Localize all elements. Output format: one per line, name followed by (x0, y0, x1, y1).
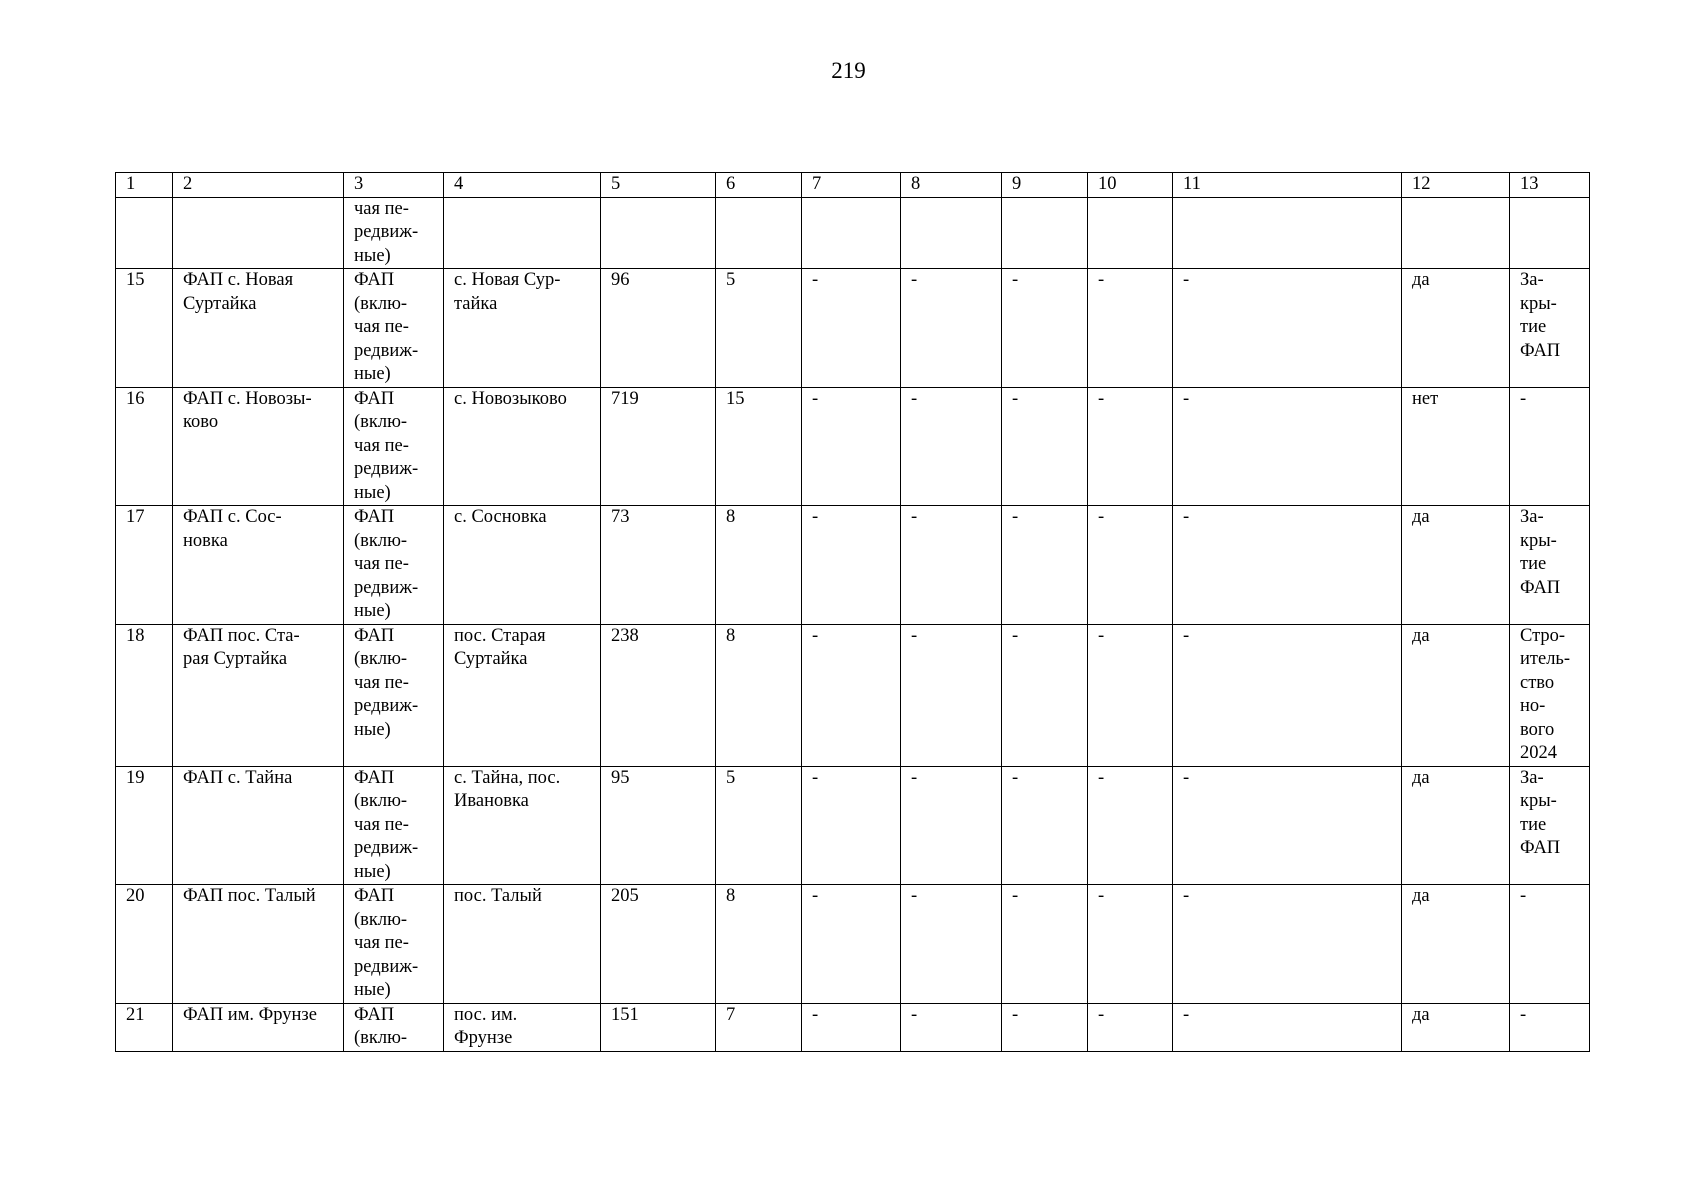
table-row (116, 506, 1590, 625)
table-cell-col-11: - (1173, 269, 1402, 388)
table-cell-col-6: 8 (716, 624, 802, 766)
table-cell-col-3: 3 (344, 173, 444, 198)
table-cell-col-9: - (1002, 387, 1088, 506)
table-cell-col-5: 96 (601, 269, 716, 388)
table-cell-col-2: ФАП им. Фрунзе (173, 1003, 344, 1051)
table-cell-col-9: 9 (1002, 173, 1088, 198)
table-cell-col-12: 12 (1402, 173, 1510, 198)
table-cell-col-1: 19 (116, 766, 173, 885)
table-cell-col-11: - (1173, 766, 1402, 885)
table-row (116, 885, 1590, 1004)
table-cell-col-8: - (901, 269, 1002, 388)
table-cell-col-4 (444, 197, 601, 269)
table-cell-col-11: - (1173, 387, 1402, 506)
table-cell-col-7: - (802, 766, 901, 885)
table-cell-col-3: ФАП (вклю- чая пе- редвиж- ные) (344, 766, 444, 885)
table-cell-col-4: с. Новозыково (444, 387, 601, 506)
table-cell-col-2: ФАП с. Новозы- ково (173, 387, 344, 506)
table-cell-col-1: 21 (116, 1003, 173, 1051)
table-cell-col-5 (601, 197, 716, 269)
table-cell-col-2: ФАП с. Новая Суртайка (173, 269, 344, 388)
table-cell-col-12: да (1402, 885, 1510, 1004)
table-cell-col-11 (1173, 197, 1402, 269)
table-body (116, 173, 1590, 1052)
table-cell-col-11: - (1173, 885, 1402, 1004)
table-cell-col-1: 15 (116, 269, 173, 388)
table-cell-col-10: - (1088, 269, 1173, 388)
table-header-row (116, 173, 1590, 198)
table-cell-col-8: - (901, 506, 1002, 625)
table-cell-col-6: 5 (716, 766, 802, 885)
table-cell-col-5: 151 (601, 1003, 716, 1051)
table-cell-col-9 (1002, 197, 1088, 269)
table-cell-col-10 (1088, 197, 1173, 269)
table-cell-col-10: 10 (1088, 173, 1173, 198)
table-cell-col-13: За- кры- тие ФАП (1510, 269, 1590, 388)
table-cell-col-6: 8 (716, 506, 802, 625)
table-row (116, 624, 1590, 766)
table-cell-col-8: - (901, 885, 1002, 1004)
table-cell-col-10: - (1088, 766, 1173, 885)
table-cell-col-6 (716, 197, 802, 269)
table-cell-col-2: ФАП пос. Талый (173, 885, 344, 1004)
table-cell-col-7: - (802, 624, 901, 766)
table-cell-col-5: 238 (601, 624, 716, 766)
table-cell-col-1: 16 (116, 387, 173, 506)
table-cell-col-11: - (1173, 506, 1402, 625)
table-cell-col-2: ФАП с. Тайна (173, 766, 344, 885)
table-row (116, 269, 1590, 388)
table-row-continuation (116, 197, 1590, 269)
table-cell-col-13: За- кры- тие ФАП (1510, 506, 1590, 625)
table-cell-col-9: - (1002, 885, 1088, 1004)
table-cell-col-12 (1402, 197, 1510, 269)
table-cell-col-9: - (1002, 269, 1088, 388)
table-cell-col-4: пос. Старая Суртайка (444, 624, 601, 766)
table-cell-col-7: - (802, 387, 901, 506)
table-cell-col-8: - (901, 624, 1002, 766)
facilities-table (115, 172, 1590, 1052)
table-cell-col-10: - (1088, 624, 1173, 766)
table-cell-col-6: 6 (716, 173, 802, 198)
table-cell-col-9: - (1002, 1003, 1088, 1051)
table-cell-col-6: 5 (716, 269, 802, 388)
page-number: 219 (831, 58, 866, 83)
table-cell-col-3: ФАП (вклю- чая пе- редвиж- ные) (344, 269, 444, 388)
table-cell-col-9: - (1002, 506, 1088, 625)
table-cell-col-2: ФАП пос. Ста- рая Суртайка (173, 624, 344, 766)
table-cell-col-12: да (1402, 1003, 1510, 1051)
table-cell-col-5: 205 (601, 885, 716, 1004)
table-cell-col-7: 7 (802, 173, 901, 198)
table-cell-col-12: да (1402, 269, 1510, 388)
table-cell-col-2 (173, 197, 344, 269)
table-cell-col-4: пос. им. Фрунзе (444, 1003, 601, 1051)
table-cell-col-13: 13 (1510, 173, 1590, 198)
table-cell-col-7: - (802, 885, 901, 1004)
table-cell-col-6: 15 (716, 387, 802, 506)
table-cell-col-4: с. Тайна, пос. Ивановка (444, 766, 601, 885)
table-cell-col-11: - (1173, 624, 1402, 766)
table-cell-col-8 (901, 197, 1002, 269)
table-cell-col-8: 8 (901, 173, 1002, 198)
table-cell-col-12: да (1402, 624, 1510, 766)
table-cell-col-3: чая пе- редвиж- ные) (344, 197, 444, 269)
table-cell-col-1 (116, 197, 173, 269)
table-cell-col-4: с. Новая Сур- тайка (444, 269, 601, 388)
table-cell-col-7: - (802, 1003, 901, 1051)
table-cell-col-8: - (901, 387, 1002, 506)
table-cell-col-7 (802, 197, 901, 269)
table-cell-col-7: - (802, 269, 901, 388)
table-cell-col-10: - (1088, 1003, 1173, 1051)
table-cell-col-1: 20 (116, 885, 173, 1004)
table-cell-col-2: 2 (173, 173, 344, 198)
table-cell-col-1: 1 (116, 173, 173, 198)
table-cell-col-11: 11 (1173, 173, 1402, 198)
table-cell-col-9: - (1002, 624, 1088, 766)
table-cell-col-5: 5 (601, 173, 716, 198)
table-cell-col-2: ФАП с. Сос- новка (173, 506, 344, 625)
table-cell-col-10: - (1088, 506, 1173, 625)
table-row (116, 766, 1590, 885)
table-cell-col-13: - (1510, 387, 1590, 506)
table-cell-col-8: - (901, 766, 1002, 885)
table-cell-col-5: 73 (601, 506, 716, 625)
table-cell-col-13: - (1510, 1003, 1590, 1051)
table-cell-col-13: - (1510, 885, 1590, 1004)
table-cell-col-3: ФАП (вклю- (344, 1003, 444, 1051)
table-cell-col-10: - (1088, 885, 1173, 1004)
table-cell-col-4: пос. Талый (444, 885, 601, 1004)
table-cell-col-12: да (1402, 766, 1510, 885)
table-cell-col-4: 4 (444, 173, 601, 198)
table-cell-col-5: 719 (601, 387, 716, 506)
table-cell-col-3: ФАП (вклю- чая пе- редвиж- ные) (344, 885, 444, 1004)
table-cell-col-13: Стро- итель- ство но- вого 2024 (1510, 624, 1590, 766)
table-cell-col-1: 17 (116, 506, 173, 625)
table-row (116, 387, 1590, 506)
table-cell-col-3: ФАП (вклю- чая пе- редвиж- ные) (344, 506, 444, 625)
table-cell-col-3: ФАП (вклю- чая пе- редвиж- ные) (344, 624, 444, 766)
table-cell-col-7: - (802, 506, 901, 625)
table-cell-col-1: 18 (116, 624, 173, 766)
table-cell-col-13 (1510, 197, 1590, 269)
table-cell-col-4: с. Сосновка (444, 506, 601, 625)
table-row (116, 1003, 1590, 1051)
table-cell-col-5: 95 (601, 766, 716, 885)
table-cell-col-10: - (1088, 387, 1173, 506)
table-cell-col-6: 7 (716, 1003, 802, 1051)
table-cell-col-3: ФАП (вклю- чая пе- редвиж- ные) (344, 387, 444, 506)
table-cell-col-13: За- кры- тие ФАП (1510, 766, 1590, 885)
table-cell-col-12: нет (1402, 387, 1510, 506)
table-cell-col-6: 8 (716, 885, 802, 1004)
table-cell-col-12: да (1402, 506, 1510, 625)
table-cell-col-11: - (1173, 1003, 1402, 1051)
table-cell-col-8: - (901, 1003, 1002, 1051)
table-cell-col-9: - (1002, 766, 1088, 885)
